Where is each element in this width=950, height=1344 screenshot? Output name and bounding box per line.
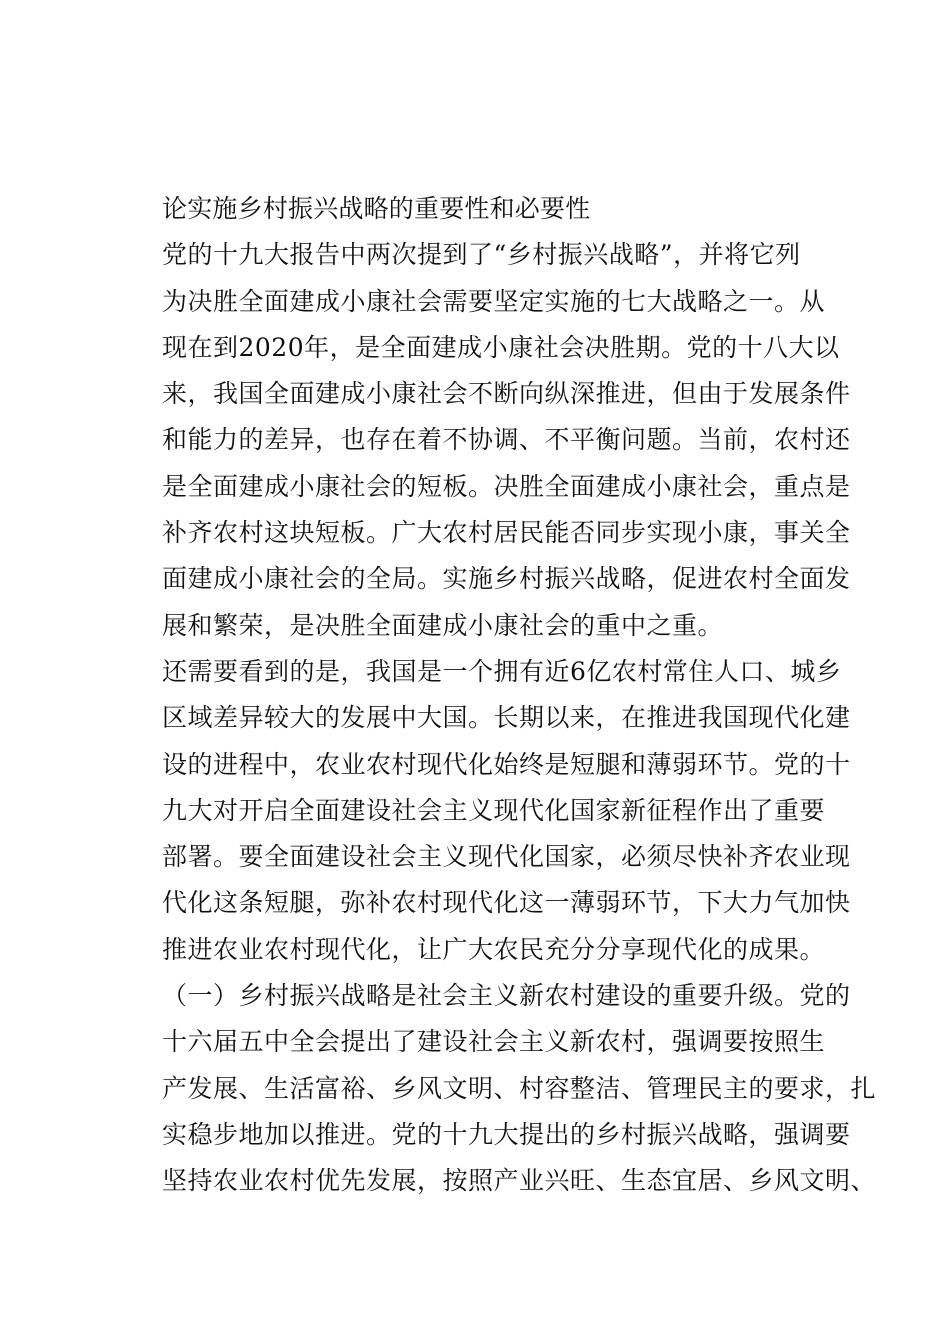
text-line: 部署。要全面建设社会主义现代化国家，必须尽快补齐农业现 xyxy=(162,842,851,872)
text-line: 代化这条短腿，弥补农村现代化这一薄弱环节，下大力气加快 xyxy=(162,888,851,918)
text-line: 是全面建成小康社会的短板。决胜全面建成小康社会，重点是 xyxy=(162,471,851,501)
text-line: 九大对开启全面建设社会主义现代化国家新征程作出了重要 xyxy=(162,795,826,825)
document-body xyxy=(162,186,877,1205)
text-line: 十六届五中全会提出了建设社会主义新农村，强调要按照生 xyxy=(162,1027,826,1057)
text-line: 产发展、生活富裕、乡风文明、村容整洁、管理民主的要求，扎 xyxy=(162,1073,877,1103)
text-line: 为决胜全面建成小康社会需要坚定实施的七大战略之一。从 xyxy=(162,286,826,316)
text-line: 来，我国全面建成小康社会不断向纵深推进，但由于发展条件 xyxy=(162,379,851,409)
text-line: 党的十九大报告中两次提到了“乡村振兴战略”，并将它列 xyxy=(162,240,801,270)
text-line: 现在到2020年，是全面建成小康社会决胜期。党的十八大以 xyxy=(162,332,840,362)
text-line: 面建成小康社会的全局。实施乡村振兴战略，促进农村全面发 xyxy=(162,564,851,594)
text-line: 和能力的差异，也存在着不协调、不平衡问题。当前，农村还 xyxy=(162,425,851,455)
text-line: （一）乡村振兴战略是社会主义新农村建设的重要升级。党的 xyxy=(162,981,851,1011)
text-line: 实稳步地加以推进。党的十九大提出的乡村振兴战略，强调要 xyxy=(162,1119,851,1149)
document-title: 论实施乡村振兴战略的重要性和必要性 xyxy=(162,194,591,223)
text-line: 设的进程中，农业农村现代化始终是短腿和薄弱环节。党的十 xyxy=(162,749,851,779)
text-line: 还需要看到的是，我国是一个拥有近6亿农村常住人口、城乡 xyxy=(162,656,842,686)
text-line: 展和繁荣，是决胜全面建成小康社会的重中之重。 xyxy=(162,610,724,640)
text-line: 区域差异较大的发展中大国。长期以来，在推进我国现代化建 xyxy=(162,703,851,733)
text-line: 坚持农业农村优先发展，按照产业兴旺、生态宜居、乡风文明、 xyxy=(162,1166,877,1196)
text-line: 补齐农村这块短板。广大农村居民能否同步实现小康，事关全 xyxy=(162,518,851,548)
text-line: 推进农业农村现代化，让广大农民充分分享现代化的成果。 xyxy=(162,934,826,964)
